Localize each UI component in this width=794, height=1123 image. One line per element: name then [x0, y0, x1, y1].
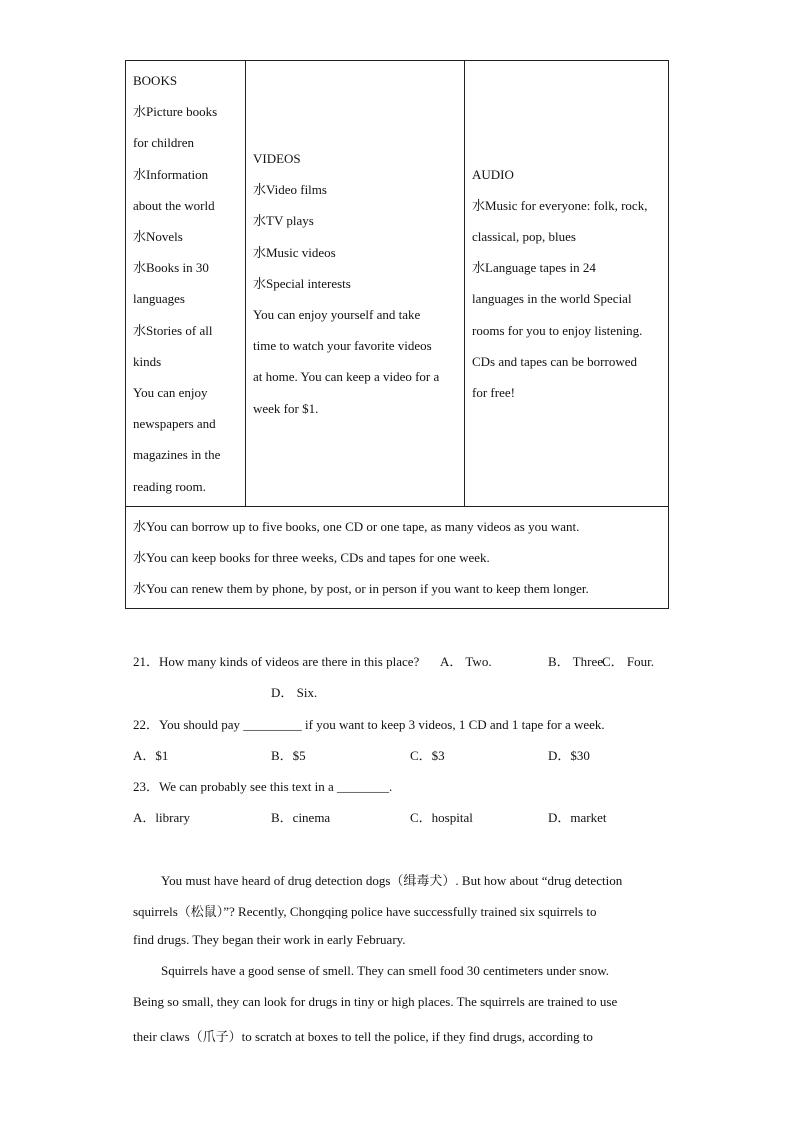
audio-line: CDs and tapes can be borrowed: [472, 353, 637, 369]
question-22-option-d: D．$30: [548, 748, 590, 763]
books-line: You can enjoy: [133, 385, 208, 401]
videos-line: at home. You can keep a video for a: [253, 369, 440, 385]
audio-line: classical, pop, blues: [472, 229, 576, 245]
passage-line: You must have heard of drug detection dogs（缉毒犬）. But how about “drug detection: [161, 873, 623, 888]
videos-line: 水TV plays: [253, 213, 314, 229]
passage-line: their claws（爪子）to scratch at boxes to tell the police, if they find drugs, according to: [133, 1029, 593, 1044]
rules-cell: [126, 506, 669, 609]
books-line: 水Books in 30: [133, 260, 209, 276]
question-23-stem: 23．We can probably see this text in a ________.: [133, 779, 393, 794]
question-21-option-a: A． Two.: [440, 654, 492, 669]
books-line: magazines in the: [133, 447, 221, 463]
videos-line: 水Music videos: [253, 244, 336, 260]
audio-line: languages in the world Special: [472, 291, 632, 307]
books-line: languages: [133, 291, 185, 307]
books-line: newspapers and: [133, 416, 216, 432]
audio-heading: AUDIO: [472, 166, 514, 182]
passage-line: find drugs. They began their work in early February.: [133, 932, 406, 947]
rule-line: 水You can renew them by phone, by post, or in person if you want to keep them longer.: [133, 581, 589, 597]
audio-line: for free!: [472, 385, 515, 401]
books-line: 水Picture books: [133, 104, 218, 120]
books-heading: BOOKS: [133, 73, 178, 88]
videos-cell: [246, 61, 465, 507]
videos-heading: VIDEOS: [253, 151, 301, 166]
audio-line: 水Music for everyone: folk, rock,: [472, 197, 648, 213]
books-line: kinds: [133, 353, 162, 369]
videos-line: 水Special interests: [253, 275, 351, 291]
books-line: 水Novels: [133, 229, 183, 245]
books-line: 水Information: [133, 166, 209, 182]
question-23-option-d: D．market: [548, 810, 607, 825]
question-21-option-c: C． Four.: [602, 654, 655, 669]
passage-line: Squirrels have a good sense of smell. They can smell food 30 centimeters under snow.: [161, 963, 610, 978]
videos-line: You can enjoy yourself and take: [253, 307, 421, 323]
question-22-option-a: A．$1: [133, 748, 169, 763]
question-21-option-b: B． Three.: [548, 654, 607, 669]
passage-line: Being so small, they can look for drugs in tiny or high places. The squirrels are trained to use: [133, 994, 618, 1009]
audio-cell: [465, 61, 669, 507]
videos-line: 水Video films: [253, 182, 327, 198]
audio-line: rooms for you to enjoy listening.: [472, 322, 643, 338]
question-23-option-c: C．hospital: [410, 810, 473, 825]
books-cell: [126, 61, 246, 507]
question-21-option-d: D． Six.: [271, 685, 318, 700]
passage-line: squirrels（松鼠）”? Recently, Chongqing police have successfully trained six squirrels to: [133, 904, 597, 919]
question-23-option-a: A．library: [133, 810, 191, 825]
question-22-option-b: B．$5: [271, 748, 306, 763]
question-22-option-c: C．$3: [410, 748, 445, 763]
books-line: 水Stories of all: [133, 322, 213, 338]
videos-line: time to watch your favorite videos: [253, 338, 432, 354]
audio-line: 水Language tapes in 24: [472, 260, 596, 276]
rule-line: 水You can keep books for three weeks, CDs and tapes for one week.: [133, 550, 490, 566]
rule-line: 水You can borrow up to five books, one CD or one tape, as many videos as you want.: [133, 518, 580, 534]
books-line: reading room.: [133, 478, 206, 494]
question-22-stem: 22．You should pay _________ if you want to keep 3 videos, 1 CD and 1 tape for a week.: [133, 717, 605, 732]
videos-line: week for $1.: [253, 400, 319, 416]
question-21-stem: 21．How many kinds of videos are there in this place?: [133, 654, 420, 669]
books-line: about the world: [133, 197, 215, 213]
question-23-option-b: B．cinema: [271, 810, 331, 825]
books-line: for children: [133, 135, 195, 151]
services-table: [125, 60, 669, 609]
